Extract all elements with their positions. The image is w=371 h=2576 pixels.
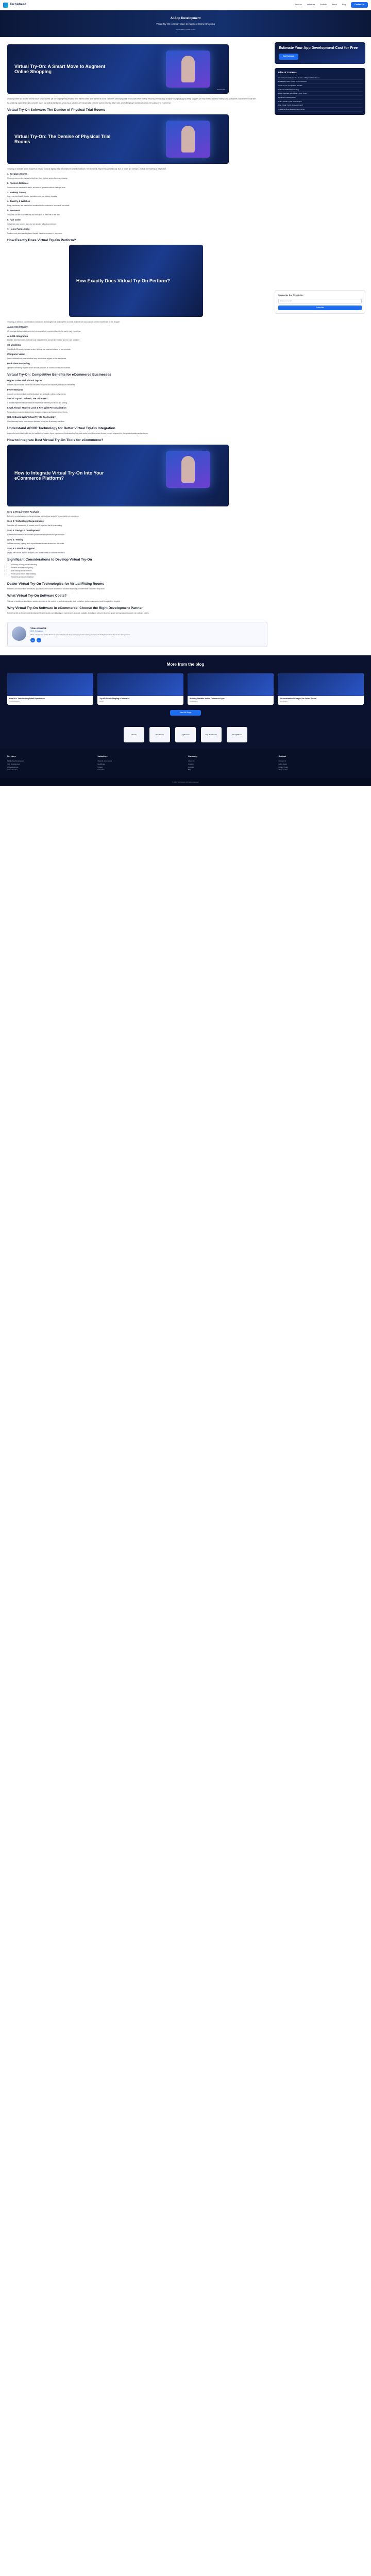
footer-link[interactable]: Portfolio xyxy=(188,766,194,768)
section-paragraph: Retailers can choose from web-based, app-based, and in-store smart mirror solutions depending on where their customers shop most. xyxy=(7,588,105,590)
footer-link[interactable]: Blog xyxy=(188,769,192,771)
toc-item[interactable]: Dealer Virtual Try-On Technologies xyxy=(278,100,362,104)
section-heading: Virtual Try-On Software: The Demise of Physical Trial Rooms xyxy=(7,108,106,112)
section-paragraph: Machine learning models estimate body measurements and predict the best size for each customer. xyxy=(7,339,80,342)
sidebar xyxy=(275,42,365,650)
subheading: 1. Eyeglass Stores xyxy=(7,173,27,176)
blog-card-category: Mobile Apps xyxy=(190,700,198,703)
subheading: Fewer Returns xyxy=(7,388,23,391)
subheading: 6. Hair Color xyxy=(7,218,21,221)
section-paragraph: A tailored implementation ensures the experience matches your brand and catalog. xyxy=(7,402,68,404)
section-paragraph: Augmented and virtual reality are the backbone of modern try-on experiences. Understanding how each works helps businesses choose the right approach for their product catalog and audience. xyxy=(7,432,148,435)
section-image xyxy=(7,114,229,164)
section-heading: Virtual Try-On: Competitive Benefits for eCommerce Businesses xyxy=(7,372,111,377)
cta-title: Estimate Your App Development Cost for Free xyxy=(279,46,358,50)
blog-card-category: AR/VR xyxy=(99,700,104,703)
author-box xyxy=(7,622,267,648)
step-heading: Step 2: Technology Requirements xyxy=(7,520,44,522)
section-paragraph: Build intuitive interfaces and realistic product assets optimized for performance. xyxy=(7,533,65,536)
subheading: 4. Jewelry & Watches xyxy=(7,200,30,203)
list-item: • Privacy and secure data handling xyxy=(11,573,267,575)
article-hero xyxy=(0,10,371,37)
article-category: AI App Development xyxy=(170,17,201,21)
blog-card-title: Personalization Strategies for Online Stores xyxy=(280,697,316,700)
integration-illustration xyxy=(166,451,210,488)
blog-card[interactable] xyxy=(188,673,274,705)
section-paragraph: Validate accuracy, lighting, and responsiveness across devices and skin tones. xyxy=(7,543,64,545)
nav-portfolio[interactable]: Portfolio xyxy=(320,3,327,6)
step-heading: Step 1: Requirement Analysis xyxy=(7,511,39,514)
subheading: 2. Fashion Retailers xyxy=(7,181,29,184)
footer-link[interactable]: Education xyxy=(97,769,105,771)
featured-image xyxy=(7,44,229,94)
toc-item[interactable]: Choose the Right Development Partner xyxy=(278,108,362,112)
section-image xyxy=(69,245,203,317)
email-input[interactable]: Enter your email xyxy=(278,299,362,303)
section-heading: What Virtual Try-On Software Costs? xyxy=(7,594,67,598)
twitter-icon[interactable]: x xyxy=(37,638,41,642)
footer-heading: Company xyxy=(188,755,198,758)
footer-column xyxy=(7,755,93,772)
step-heading: Step 3: Design & Development xyxy=(7,529,40,532)
footer-link[interactable]: Privacy Policy xyxy=(278,766,289,768)
toc-item[interactable]: Virtual Try-On: Competitive Benefits xyxy=(278,84,362,88)
section-paragraph: Customers can visualize fit, drape, and color of garments without visiting a store. xyxy=(7,186,66,189)
toc-item[interactable]: Understand AR/VR Technology xyxy=(278,88,362,92)
related-blogs xyxy=(0,655,371,723)
footer-link[interactable]: Healthcare xyxy=(97,762,106,765)
footer-link[interactable]: About Us xyxy=(188,759,195,762)
section-paragraph: Users can test lipstick shades, foundation, and eye makeup instantly. xyxy=(7,195,58,198)
section-paragraph: Shoppers can see how sneakers and heels look on their feet in real time. xyxy=(7,214,60,216)
section-image-caption: Virtual Try-On: The Demise of Physical Trial Rooms xyxy=(14,133,111,145)
section-paragraph: Facial landmark and pose detection keep virtual items aligned as the user moves. xyxy=(7,357,66,360)
footer-link[interactable]: Web Development xyxy=(7,762,20,765)
author-social xyxy=(30,638,130,642)
section-paragraph: Deploy the solution, monitor analytics, and iterate based on customer feedback. xyxy=(7,552,65,554)
footer-link[interactable]: AI Development xyxy=(7,766,19,768)
award-badge: Top Developers xyxy=(201,727,222,742)
section-paragraph: Shoppers can preview frames on their face from multiple angles before purchasing. xyxy=(7,177,68,179)
related-title: More from the blog xyxy=(166,662,205,667)
subheading: 3. Makeup Stores xyxy=(7,191,26,194)
author-role: CEO, TechAhead xyxy=(30,630,43,632)
footer-heading: Industries xyxy=(97,755,108,758)
footer-heading: Contact xyxy=(278,755,286,758)
section-paragraph: Define the product categories, target devices, and business goals for your virtual try-on experience. xyxy=(7,515,79,518)
footer-link[interactable]: Get a Quote xyxy=(278,762,287,765)
subheading: Level Ahead: Modern Look & Feel With Personalization xyxy=(7,406,66,410)
toc-item[interactable]: Virtual Try-On Software: The Demise of Physical Trial Rooms xyxy=(278,76,362,80)
footer-column xyxy=(98,755,183,772)
blog-card-title: Building Scalable Mobile Commerce Apps xyxy=(190,697,225,700)
blog-card-image xyxy=(278,673,364,696)
section-paragraph: Furniture and decor can be placed virtually inside the customer's own room. xyxy=(7,232,62,234)
footer-link[interactable]: Careers xyxy=(188,762,194,765)
article-body xyxy=(7,42,267,650)
award-badge: AppFutura xyxy=(175,727,196,742)
section-paragraph: AI continuously learns from shopper behavior to improve fit accuracy over time. xyxy=(7,420,65,422)
s1-list xyxy=(7,173,267,234)
section-paragraph: Optimized rendering engines deliver smooth previews on mobile devices and browsers. xyxy=(7,366,71,369)
award-badge: GoodFirms xyxy=(149,727,170,742)
blog-card[interactable] xyxy=(278,673,364,705)
section-heading: Why Virtual Try-On Software in eCommerce: Choose the Right Development Partner xyxy=(7,606,143,610)
author-avatar xyxy=(12,626,26,641)
award-badge: Clutch xyxy=(124,727,144,742)
section-paragraph: Virtual hair color tools let users try new shades without commitment. xyxy=(7,223,57,225)
subheading: Computer Vision xyxy=(7,353,26,356)
subheading: Get AI-Based With Virtual Try-On Technology xyxy=(7,416,56,419)
awards-strip xyxy=(0,723,371,749)
blog-card[interactable] xyxy=(97,673,183,705)
step-heading: Step 4: Testing xyxy=(7,538,24,541)
toc-item[interactable]: What Virtual Try-On Software Costs? xyxy=(278,104,362,108)
list-item: • Realistic textures and lighting xyxy=(11,567,267,569)
toc-item[interactable]: How to Integrate Best Virtual Try-On Tools xyxy=(278,92,362,96)
contact-button[interactable]: Contact Us xyxy=(351,2,368,8)
section-paragraph: Virtual try-on relies on a combination of advanced technologies that work together to create an immersive and accurate preview experience for the shopper. xyxy=(7,320,120,323)
newsletter-box xyxy=(275,290,365,314)
copyright: © 2024 TechAhead. All rights reserved. xyxy=(0,778,371,787)
view-all-blogs-button[interactable]: View All Blogs xyxy=(170,710,201,716)
featured-image-caption: Virtual Try-On: A Smart Move to Augment Online Shopping xyxy=(14,63,106,74)
toc-item[interactable]: Significant Considerations xyxy=(278,96,362,100)
article-title: Virtual Try-On: A Smart Move to Augment Online Shopping xyxy=(156,23,215,26)
nav-blog[interactable]: Blog xyxy=(342,3,346,6)
blog-card-image xyxy=(97,673,183,696)
author-name[interactable]: Vikas Kaushik xyxy=(30,626,47,630)
footer-link[interactable]: Mobile App Development xyxy=(7,759,25,762)
estimate-cta-card xyxy=(275,42,365,64)
section-paragraph: Personalized recommendations keep shoppers engaged and exploring more items. xyxy=(7,411,68,414)
footer-heading: Services xyxy=(7,755,16,758)
section-paragraph: Select the AR frameworks, AI models, and 3D pipelines that fit your catalog. xyxy=(7,524,62,527)
subheading: 7. Home Furnishings xyxy=(7,227,30,230)
section-image-caption: How to Integrate Virtual Try-On Into Your eCommerce Platform? xyxy=(14,470,104,481)
footer-link[interactable]: Fintech xyxy=(97,766,103,768)
main-nav xyxy=(295,2,368,8)
subheading: Real-Time Rendering xyxy=(7,362,30,365)
subheading: 5. Footwear xyxy=(7,209,20,212)
subscribe-button[interactable]: Subscribe xyxy=(278,306,362,310)
section-paragraph: AR overlays digital products onto the live camera feed, anchoring them to the user's body in real time. xyxy=(7,330,81,332)
section-heading: Dealer Virtual Try-On Technologies for Virtual Fitting Rooms xyxy=(7,582,105,586)
list-item: • Seamless checkout integration xyxy=(11,576,267,579)
section-paragraph: Accurate previews reduce uncertainty about size and style, cutting costly returns. xyxy=(7,393,66,395)
blog-card-title: How AI is Transforming Retail Experiences xyxy=(9,697,45,700)
subheading: Virtual Try-On Delivers, We Do It Best xyxy=(7,397,47,400)
nav-about[interactable]: About xyxy=(332,3,337,6)
virtual-try-on-illustration xyxy=(166,50,210,88)
section-paragraph: Virtual try-on software allows shoppers to preview products digitally using a smartphone camera or webcam. The technology maps the customer's body, face, or hands and overlays a realistic 3D rendering of the product. xyxy=(7,168,166,171)
toc-item[interactable]: How Exactly Does Virtual Try-On Perform? xyxy=(278,80,362,84)
intro-paragraph: By combining augmented reality, computer vision, and artificial intelligence, virtual try-on solutions are reshaping the customer journey, lowering return rates, and building buyer confidence across every category of eCommerce. xyxy=(7,101,172,104)
section-image-caption: How Exactly Does Virtual Try-On Perform? xyxy=(76,278,170,283)
section-paragraph: The cost of building a virtual try-on solution depends on the number of product categories, level of realism, platforms supported, and AI capabilities required. xyxy=(7,600,121,602)
footer-column xyxy=(279,755,364,772)
list-item: • Accuracy of body and face tracking xyxy=(11,564,267,566)
brand-logo[interactable] xyxy=(3,3,26,8)
blog-card-category: AI Development xyxy=(9,700,20,703)
blog-card-image xyxy=(7,673,93,696)
estimate-button[interactable]: Get Estimate xyxy=(279,54,298,60)
subheading: AI & ML Integration xyxy=(7,334,28,337)
section-image xyxy=(7,445,229,506)
footer-link[interactable]: Terms of Use xyxy=(278,769,288,771)
linkedin-icon[interactable]: in xyxy=(30,638,35,642)
brand-name: TechAhead xyxy=(10,3,26,6)
table-of-contents xyxy=(275,68,365,115)
newsletter-title: Subscribe Our Newsletter xyxy=(278,293,303,296)
image-brand: TechAhead xyxy=(216,89,225,91)
site-footer xyxy=(0,749,371,778)
section-heading: Understand AR/VR Technology for Better Virtual Try-On Integration xyxy=(7,426,115,430)
nav-services[interactable]: Services xyxy=(294,3,302,6)
section-heading: How Exactly Does Virtual Try-On Perform? xyxy=(7,238,76,242)
section-paragraph: High-fidelity 3D assets replicate texture, lighting, and material behavior of real products. xyxy=(7,348,71,351)
section-heading: How to Integrate Best Virtual Try-On Tools for eCommerce? xyxy=(7,438,104,442)
subheading: Augmented Reality xyxy=(7,325,28,328)
section-heading: Significant Considerations to Develop Virtual Try-On xyxy=(7,558,92,562)
footer-link[interactable]: Contact Us xyxy=(278,759,286,762)
section-paragraph: Partnering with an experienced development team ensures your virtual try-on experience is accurate, scalable, and aligned with your business goals, turning casual browsers into confident buyers. xyxy=(7,612,149,614)
breadcrumb[interactable]: Home / Blog / Virtual Try-On xyxy=(176,28,195,31)
blog-card[interactable] xyxy=(7,673,93,705)
step-heading: Step 5: Launch & Support xyxy=(7,547,35,550)
author-bio: Vikas manages the Global Business at TechAhead and drives strategic growth, helping enterprises build digital products that create lasting impact. xyxy=(30,633,130,636)
intro-paragraph: Shopping online has become second nature for consumers, yet one challenge has persisted since the first online store opened its doors: customers cannot physically try products before buying. Virtual try-on technology is rapidly closing that gap by letting shoppers see how clothes, eyewear, makeup, and accessories look on them in real time. xyxy=(7,98,256,100)
section-paragraph: Retailers report notable conversion lifts when shoppers can visualize products on themselves. xyxy=(7,383,76,386)
subheading: Higher Sales With Virtual Try-On xyxy=(7,379,42,382)
logo-icon xyxy=(3,3,8,8)
footer-link[interactable]: Retail & eCommerce xyxy=(97,759,112,762)
subheading: 3D Modeling xyxy=(7,344,21,347)
considerations-list xyxy=(11,564,267,579)
section-paragraph: Rings, necklaces, and watches are rendered on the customer's own hands and wrists. xyxy=(7,205,70,207)
blog-card-title: Top AR Trends Shaping eCommerce xyxy=(99,697,130,700)
blog-card-category: eCommerce xyxy=(280,700,288,703)
list-item: • Fast loading across devices xyxy=(11,570,267,572)
top-navigation xyxy=(0,0,371,10)
toc-title: Table of Contents xyxy=(278,71,297,74)
trial-room-illustration xyxy=(166,121,210,158)
nav-industries[interactable]: Industries xyxy=(307,3,315,6)
footer-column xyxy=(188,755,274,772)
award-badge: DesignRush xyxy=(227,727,247,742)
footer-link[interactable]: Cloud Services xyxy=(7,769,18,771)
blog-card-image xyxy=(188,673,274,696)
